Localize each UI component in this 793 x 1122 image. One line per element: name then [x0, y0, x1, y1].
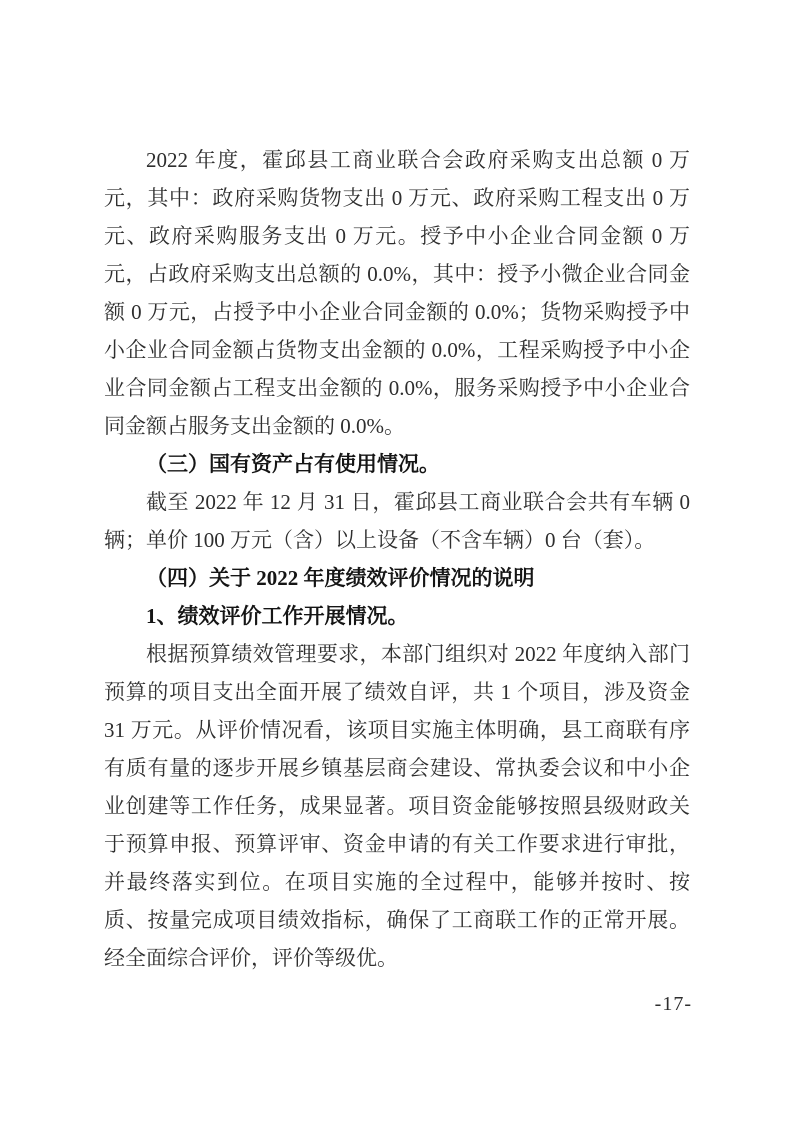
paragraph-government-procurement: 2022 年度，霍邱县工商业联合会政府采购支出总额 0 万元，其中：政府采购货物支出 0 万元、政府采购工程支出 0 万元、政府采购服务支出 0 万元。授予中小企业合同金额 0 万元，占政府采购支出总额的 0.0%，其中：授予小微企业合同金额 0 万元，占授予中小企业合同金额的 0.0%；货物采购授予中小企业合同金额占货物支出金额的 0.0%，工程采购授予中小企业合同金额占工程支出金额的 0.0%，服务采购授予中小企业合同金额占服务支出金额的 0.0%。 [104, 148, 690, 438]
heading-performance-evaluation-work: 1、绩效评价工作开展情况。 [146, 604, 409, 628]
page-number: -17- [654, 993, 692, 1015]
heading-performance-evaluation-section: （四）关于 2022 年度绩效评价情况的说明 [146, 566, 535, 590]
heading-state-assets-usage: （三）国有资产占有使用情况。 [146, 452, 440, 476]
paragraph-state-assets-usage: 截至 2022 年 12 月 31 日，霍邱县工商业联合会共有车辆 0 辆；单价 100 万元（含）以上设备（不含车辆）0 台（套）。 [104, 490, 690, 552]
document-body [104, 141, 690, 977]
paragraph-performance-evaluation-detail: 根据预算绩效管理要求，本部门组织对 2022 年度纳入部门预算的项目支出全面开展了绩效自评，共 1 个项目，涉及资金 31 万元。从评价情况看，该项目实施主体明确，县工商联有序有质有量的逐步开展乡镇基层商会建设、常执委会议和中小企业创建等工作任务，成果显著。项目资金能够按照县级财政关于预算申报、预算评审、资金申请的有关工作要求进行审批，并最终落实到位。在项目实施的全过程中，能够并按时、按质、按量完成项目绩效指标，确保了工商联工作的正常开展。经全面综合评价，评价等级优。 [104, 642, 690, 970]
